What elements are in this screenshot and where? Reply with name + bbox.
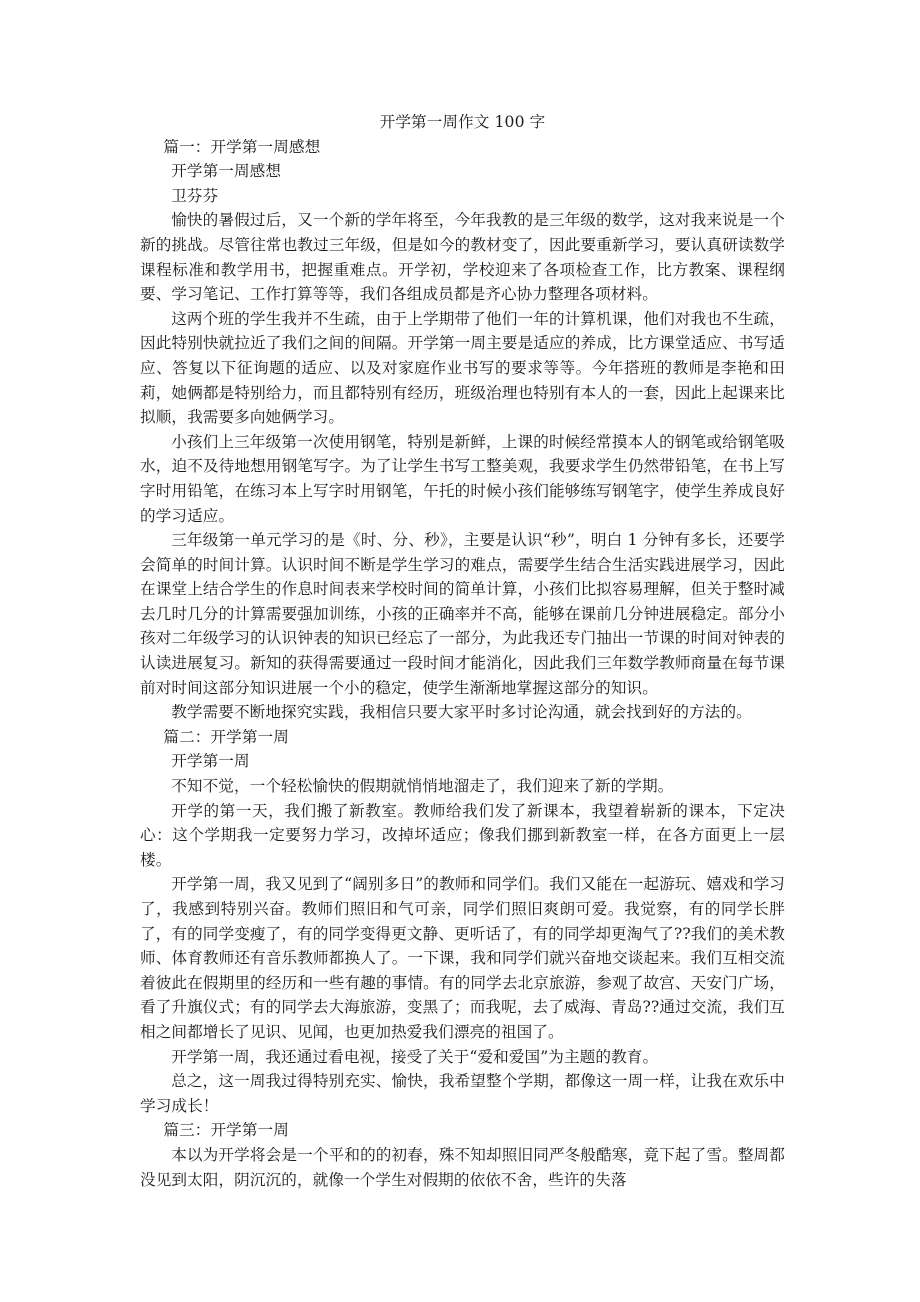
section-heading: 篇二：开学第一周 (163, 727, 289, 746)
paragraph: 开学的第一天，我们搬了新教室。教师给我们发了新课本，我望着崭新的课本，下定决心：这个学期我一定要努力学习，改掉坏适应；像我们挪到新教室一样，在各方面更上一层楼。 (140, 801, 785, 869)
document-page (140, 110, 785, 1192)
document-title: 开学第一周作文 100 字 (379, 113, 546, 131)
subtitle: 开学第一周 (171, 752, 250, 771)
section-heading: 篇一：开学第一周感想 (163, 137, 321, 156)
paragraph: 小孩们上三年级第一次使用钢笔，特别是新鲜，上课的时候经常摸本人的钢笔或给钢笔吸水，迫不及待地想用钢笔写字。为了让学生书写工整美观，我要求学生仍然带铅笔，在书上写字时用铅笔，在练习本上写字时用钢笔，午托的时候小孩们能够练写钢笔字，使学生养成良好的学习适应。 (140, 432, 785, 525)
paragraph: 本以为开学将会是一个平和的的初春，殊不知却照旧同严冬般酷寒，竟下起了雪。整周都没见到太阳，阴沉沉的，就像一个学生对假期的依依不舍，些许的失落 (140, 1145, 785, 1189)
section-heading: 篇三：开学第一周 (163, 1121, 289, 1140)
paragraph: 开学第一周，我又见到了“阔别多日”的教师和同学们。我们又能在一起游玩、嬉戏和学习了，我感到特别兴奋。教师们照旧和气可亲，同学们照旧爽朗可爱。我觉察，有的同学长胖了，有的同学变瘦了，有的同学变得更文静、更听话了，有的同学却更淘气了??我们的美术教师、体育教师还有音乐教师都换人了。一下课，我和同学们就兴奋地交谈起来。我们互相交流着彼此在假期里的经历和一些有趣的事情。有的同学去北京旅游，参观了故宫、天安门广场，看了升旗仪式；有的同学去大海旅游，变黑了；而我呢，去了威海、青岛??通过交流，我们互相之间都增长了见识、见闻，也更加热爱我们漂亮的祖国了。 (140, 875, 785, 1041)
paragraph: 愉快的暑假过后，又一个新的学年将至，今年我教的是三年级的数学，这对我来说是一个新的挑战。尽管往常也教过三年级，但是如今的教材变了，因此要重新学习，要认真研读数学课程标准和教学用书，把握重难点。开学初，学校迎来了各项检查工作，比方教案、课程纲要、学习笔记、工作打算等等，我们各组成员都是齐心协力整理各项材料。 (140, 211, 785, 304)
subtitle: 开学第一周感想 (171, 162, 282, 181)
paragraph: 这两个班的学生我并不生疏，由于上学期带了他们一年的计算机课，他们对我也不生疏，因此特别快就拉近了我们之间的间隔。开学第一周主要是适应的养成，比方课堂适应、书写适应、答复以下征询题的适应、以及对家庭作业书写的要求等等。今年搭班的教师是李艳和田莉，她俩都是特别给力，而且都特别有经历，班级治理也特别有本人的一套，因此上起课来比拟顺，我需要多向她俩学习。 (140, 309, 785, 427)
paragraph: 开学第一周，我还通过看电视，接受了关于“爱和爱国”为主题的教育。 (171, 1047, 659, 1066)
paragraph: 总之，这一周我过得特别充实、愉快，我希望整个学期，都像这一周一样，让我在欢乐中学习成长！ (140, 1072, 785, 1115)
document-body (140, 135, 785, 1193)
paragraph: 教学需要不断地探究实践，我相信只要大家平时多讨论沟通，就会找到好的方法的。 (171, 703, 752, 722)
author: 卫芬芬 (171, 186, 219, 205)
paragraph: 不知不觉，一个轻松愉快的假期就悄悄地溜走了，我们迎来了新的学期。 (171, 777, 674, 796)
paragraph: 三年级第一单元学习的是《时、分、秒》，主要是认识“秒”，明白 1 分钟有多长，还要学会简单的时间计算。认识时间不断是学生学习的难点，需要学生结合生活实践进展学习，因此在课堂上结合学生的作息时间表来学校时间的简单计算，小孩们比拟容易理解，但关于整时减去几时几分的计算需要强加训练，小孩的正确率并不高，能够在课前几分钟进展稳定。部分小孩对二年级学习的认识钟表的知识已经忘了一部分，为此我还专门抽出一节课的时间对钟表的认读进展复习。新知的获得需要通过一段时间才能消化，因此我们三年数学教师商量在每节课前对时间这部分知识进展一个小的稳定，使学生渐渐地掌握这部分的知识。 (140, 531, 785, 697)
